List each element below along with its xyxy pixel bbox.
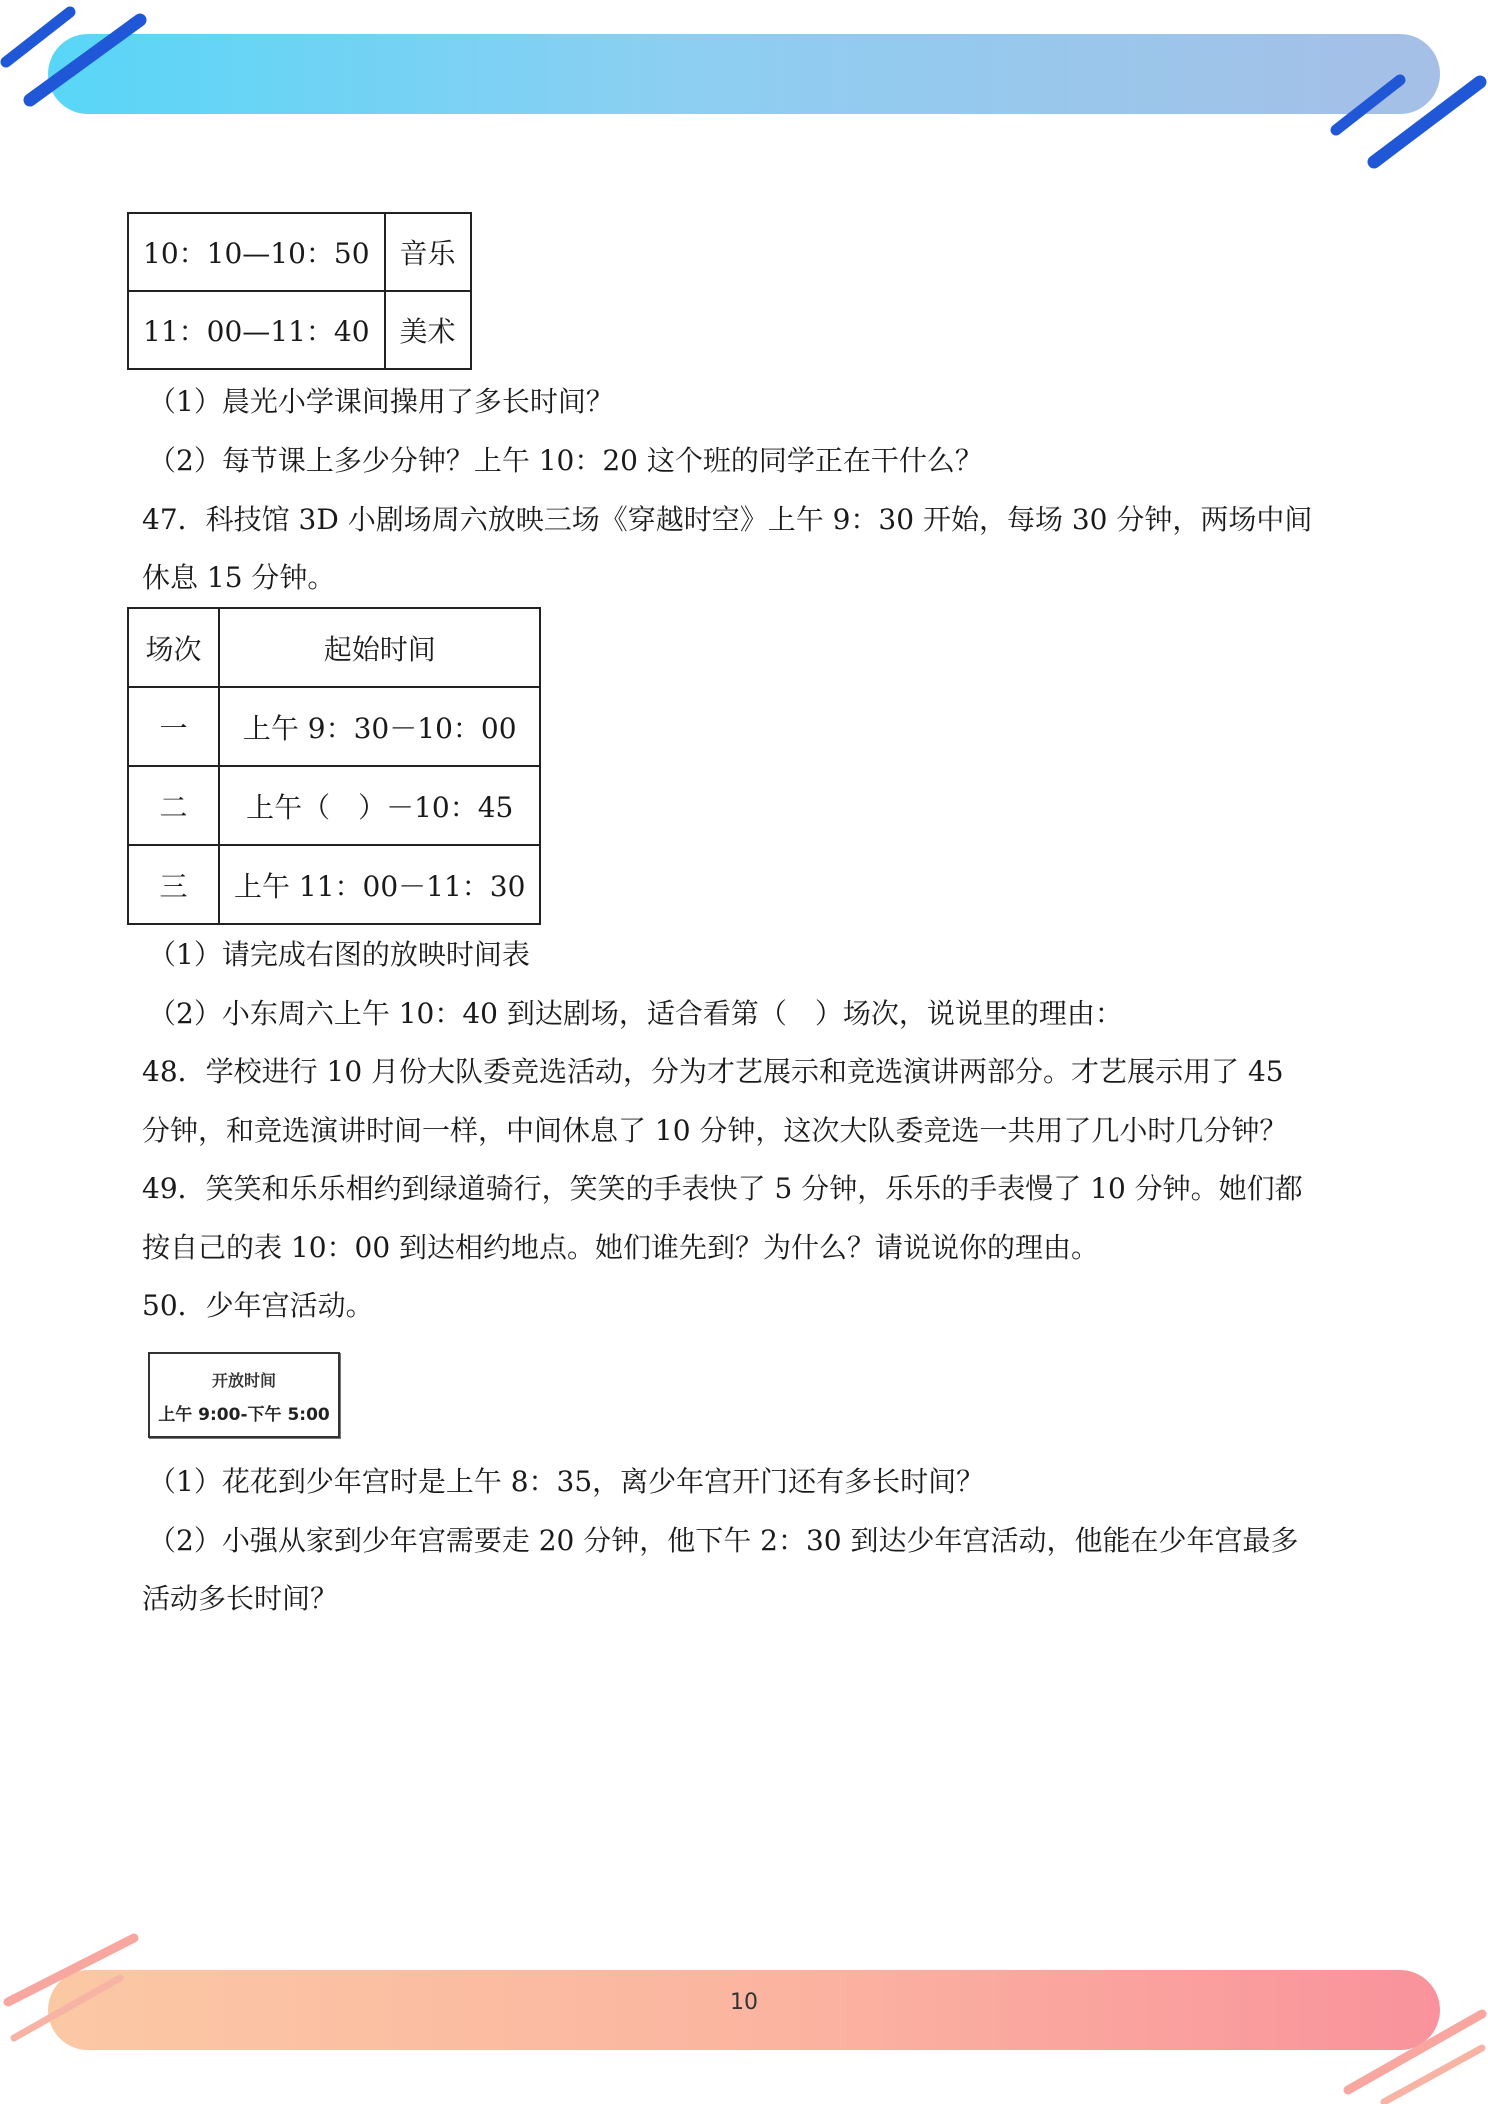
session-cell: 二	[128, 766, 219, 845]
opening-hours-sign	[148, 1352, 340, 1438]
sign-hours: 上午 9:00-下午 5:00	[158, 1405, 330, 1425]
header-banner	[48, 34, 1440, 114]
question-49-continued: 按自己的表 10：00 到达相约地点。她们谁先到？为什么？请说说你的理由。	[142, 1231, 1100, 1264]
question-50-part-1: （1）花花到少年宫时是上午 8：35，离少年宫开门还有多长时间？	[148, 1465, 985, 1498]
time-cell: 10：10—10：50	[128, 213, 385, 291]
header-session: 场次	[128, 608, 219, 687]
question-50: 50．少年宫活动。	[142, 1289, 374, 1322]
subject-cell: 音乐	[385, 213, 471, 291]
question-49: 49．笑笑和乐乐相约到绿道骑行，笑笑的手表快了 5 分钟，乐乐的手表慢了 10 分钟。她们都	[142, 1172, 1303, 1205]
question-48-continued: 分钟，和竞选演讲时间一样，中间休息了 10 分钟，这次大队委竞选一共用了几小时几分钟？	[142, 1114, 1288, 1147]
question-47: 47．科技馆 3D 小剧场周六放映三场《穿越时空》上午 9：30 开始，每场 30 分钟，两场中间	[142, 503, 1313, 536]
table-header-row	[128, 608, 540, 687]
question-47-continued: 休息 15 分钟。	[142, 561, 336, 594]
header-stripes-left	[0, 0, 160, 120]
table-row	[128, 291, 471, 369]
time-cell-blank: 上午（ ）－10：45	[219, 766, 540, 845]
question-48: 48．学校进行 10 月份大队委竞选活动，分为才艺展示和竞选演讲两部分。才艺展示用了 45	[142, 1055, 1284, 1088]
table-row	[128, 213, 471, 291]
question-47-part-2: （2）小东周六上午 10：40 到达剧场，适合看第（ ）场次，说说里的理由：	[148, 997, 1123, 1030]
session-cell: 一	[128, 687, 219, 766]
question-47-part-1: （1）请完成右图的放映时间表	[148, 938, 530, 971]
subject-cell: 美术	[385, 291, 471, 369]
question-46-part-2: （2）每节课上多少分钟？上午 10：20 这个班的同学正在干什么？	[148, 444, 983, 477]
sign-title: 开放时间	[211, 1371, 276, 1390]
time-cell: 上午 9：30－10：00	[219, 687, 540, 766]
question-50-part-2: （2）小强从家到少年宫需要走 20 分钟，他下午 2：30 到达少年宫活动，他能在少年宫最多	[148, 1524, 1299, 1557]
table-row	[128, 687, 540, 766]
page-number: 10	[730, 1990, 758, 2015]
header-start-time: 起始时间	[219, 608, 540, 687]
screening-schedule-table	[127, 607, 541, 925]
table-row	[128, 845, 540, 924]
time-cell: 上午 11：00－11：30	[219, 845, 540, 924]
time-cell: 11：00—11：40	[128, 291, 385, 369]
question-50-part-2-continued: 活动多长时间？	[142, 1582, 339, 1615]
class-schedule-table	[127, 212, 472, 370]
header-stripes-right	[1330, 50, 1488, 180]
question-46-part-1: （1）晨光小学课间操用了多长时间？	[148, 385, 614, 418]
session-cell: 三	[128, 845, 219, 924]
table-row	[128, 766, 540, 845]
